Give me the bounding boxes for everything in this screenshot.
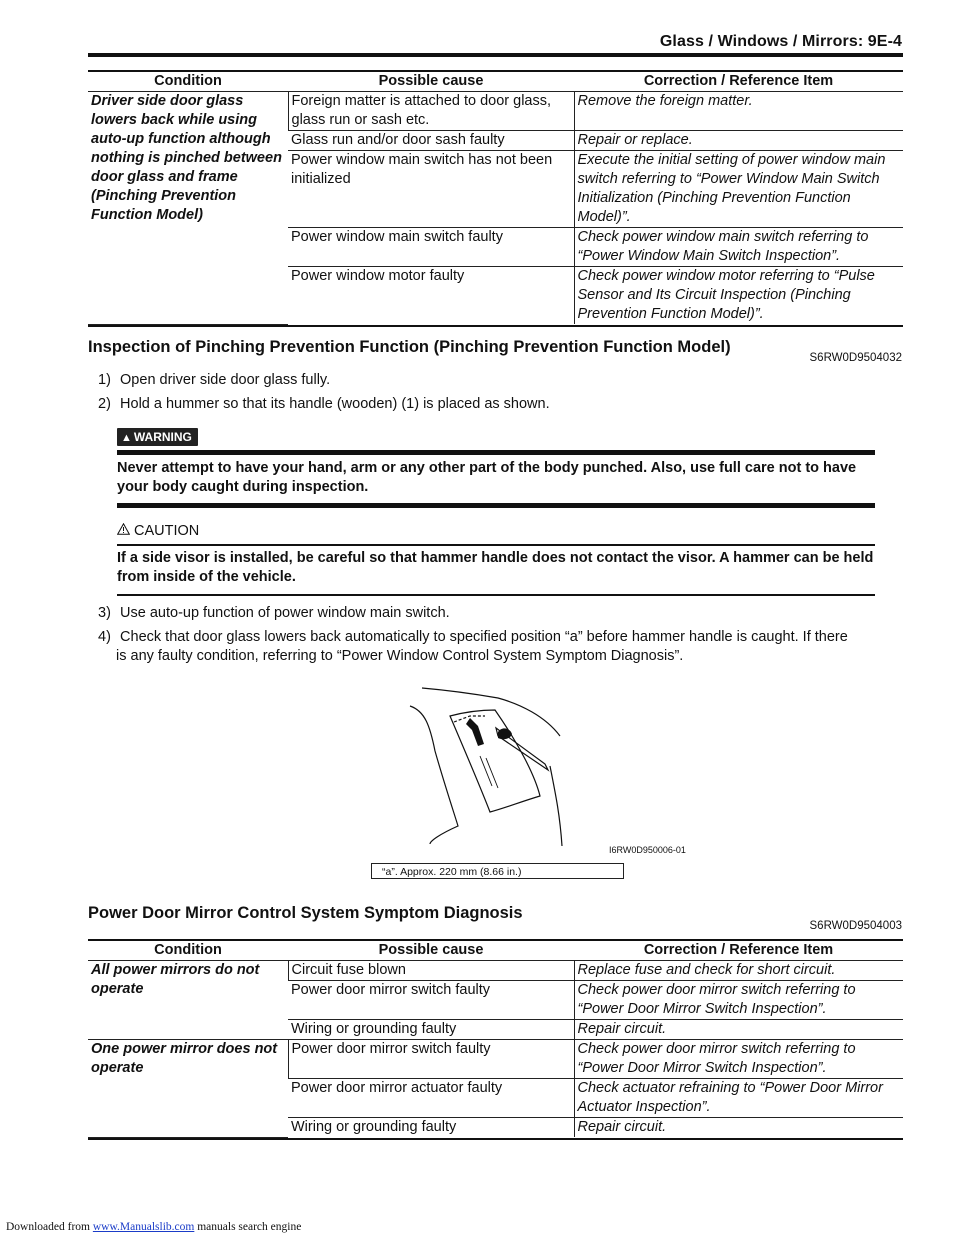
- cause-cell: Glass run and/or door sash faulty: [288, 131, 574, 151]
- condition-cell: Driver side door glass lowers back while using auto-up function although nothing is pinched between door glass and frame (Pinching Prevention Function Model): [88, 92, 288, 325]
- page-header-title: Glass / Windows / Mirrors: 9E-4: [659, 33, 902, 50]
- correction-cell: Check power window motor referring to “Pulse Sensor and Its Circuit Inspection (Pinching Prevention Function Model)”.: [574, 267, 903, 325]
- caution-text: If a side visor is installed, be careful so that hammer handle does not contact the visor. A hammer can be held from inside of the vehicle.: [117, 550, 874, 585]
- warning-triangle-icon: ▲: [121, 432, 132, 444]
- warning-label: WARNING: [133, 430, 192, 444]
- correction-cell: Check power door mirror switch referring to “Power Door Mirror Switch Inspection”.: [574, 981, 903, 1020]
- step-number: 4): [98, 629, 111, 645]
- step-text: Hold a hummer so that its handle (wooden) (1) is placed as shown.: [120, 396, 550, 412]
- table-row: [88, 92, 903, 131]
- symptom-table-power-mirror: [88, 939, 903, 1140]
- figure-id: I6RW0D950006-01: [609, 845, 686, 855]
- col-header-condition: Condition: [88, 941, 288, 961]
- footer-prefix: Downloaded from: [6, 1221, 93, 1233]
- direction-arrow-icon: [466, 718, 484, 746]
- section-title-pinching-inspection: Inspection of Pinching Prevention Function (Pinching Prevention Function Model): [88, 338, 731, 356]
- caution-label: CAUTION: [134, 523, 200, 539]
- door-glass-outline: [450, 710, 540, 812]
- section-code: S6RW0D9504032: [809, 352, 902, 364]
- cause-cell: Wiring or grounding faulty: [291, 1119, 457, 1135]
- step-text: Check that door glass lowers back automatically to specified position “a” before hammer handle is caught. If there: [120, 629, 848, 645]
- warning-top-bar: [117, 450, 875, 455]
- condition-cell: All power mirrors do not operate: [88, 961, 288, 1040]
- col-header-cause: Possible cause: [288, 941, 574, 961]
- door-glass-hammer-illustration: [370, 676, 626, 860]
- footer-suffix: manuals search engine: [194, 1221, 302, 1233]
- col-header-cause: Possible cause: [288, 72, 574, 92]
- correction-cell: Remove the foreign matter.: [574, 92, 903, 131]
- col-header-correction: Correction / Reference Item: [574, 72, 903, 92]
- step-item: [98, 395, 898, 414]
- section-title-mirror-diagnosis: Power Door Mirror Control System Symptom Diagnosis: [88, 904, 523, 922]
- cause-cell: Power door mirror actuator faulty: [288, 1079, 574, 1118]
- correction-cell: Check power door mirror switch referring to “Power Door Mirror Switch Inspection”.: [574, 1040, 903, 1079]
- door-frame-outline: [422, 688, 560, 736]
- cause-cell: Power window main switch faulty: [288, 228, 574, 267]
- warning-text: Never attempt to have your hand, arm or any other part of the body punched. Also, use full care not to have your body caught during inspection.: [117, 460, 857, 495]
- correction-cell: Replace fuse and check for short circuit.: [574, 961, 903, 981]
- step-text-continued: is any faulty condition, referring to “Power Window Control System Symptom Diagnosis”.: [116, 648, 684, 664]
- step-text: Use auto-up function of power window main switch.: [120, 605, 450, 621]
- caution-bottom-bar: [117, 594, 875, 596]
- step-number: 1): [98, 372, 111, 388]
- table-row: [88, 961, 903, 981]
- correction-cell: Check power window main switch referring to “Power Window Main Switch Inspection”.: [574, 228, 903, 267]
- col-header-correction: Correction / Reference Item: [574, 941, 903, 961]
- correction-cell: Repair or replace.: [574, 131, 903, 151]
- step-number: 2): [98, 396, 111, 412]
- cause-cell: Wiring or grounding faulty: [288, 1020, 574, 1040]
- cause-cell: Circuit fuse blown: [288, 961, 574, 981]
- step-text: Open driver side door glass fully.: [120, 372, 331, 388]
- cause-cell: Power door mirror switch faulty: [288, 1040, 574, 1079]
- symptom-table-power-window: [88, 70, 903, 327]
- col-header-condition: Condition: [88, 72, 288, 92]
- correction-cell: Repair circuit.: [574, 1118, 903, 1138]
- section-code: S6RW0D9504003: [809, 920, 902, 932]
- caution-top-bar: [117, 544, 875, 546]
- correction-cell: Check actuator refraining to “Power Door Mirror Actuator Inspection”.: [574, 1079, 903, 1118]
- step-item: [98, 628, 898, 666]
- step-number: 3): [98, 605, 111, 621]
- table-row: [88, 1040, 903, 1079]
- cause-cell: Power window main switch has not been initialized: [288, 151, 574, 228]
- figure-caption: “a”. Approx. 220 mm (8.66 in.): [371, 863, 624, 879]
- caution-label-wrap: [117, 522, 199, 540]
- condition-cell: One power mirror does not operate: [88, 1040, 288, 1138]
- warning-badge: [117, 428, 198, 446]
- manualslib-link[interactable]: www.Manualslib.com: [92, 1221, 195, 1233]
- download-footer: [6, 1221, 301, 1233]
- cause-cell: Power window motor faulty: [291, 268, 465, 284]
- header-rule: [88, 53, 903, 57]
- cause-cell: Foreign matter is attached to door glass, glass run or sash etc.: [288, 92, 574, 131]
- step-item: [98, 371, 898, 390]
- correction-cell: Execute the initial setting of power window main switch referring to “Power Window Main Switch Initialization (Pinching Prevention Function Model)”.: [574, 151, 903, 228]
- warning-bottom-bar: [117, 503, 875, 508]
- correction-cell: Repair circuit.: [574, 1020, 903, 1040]
- cause-cell: Power door mirror switch faulty: [288, 981, 574, 1020]
- step-item: [98, 604, 898, 623]
- caution-triangle-icon: [117, 523, 130, 535]
